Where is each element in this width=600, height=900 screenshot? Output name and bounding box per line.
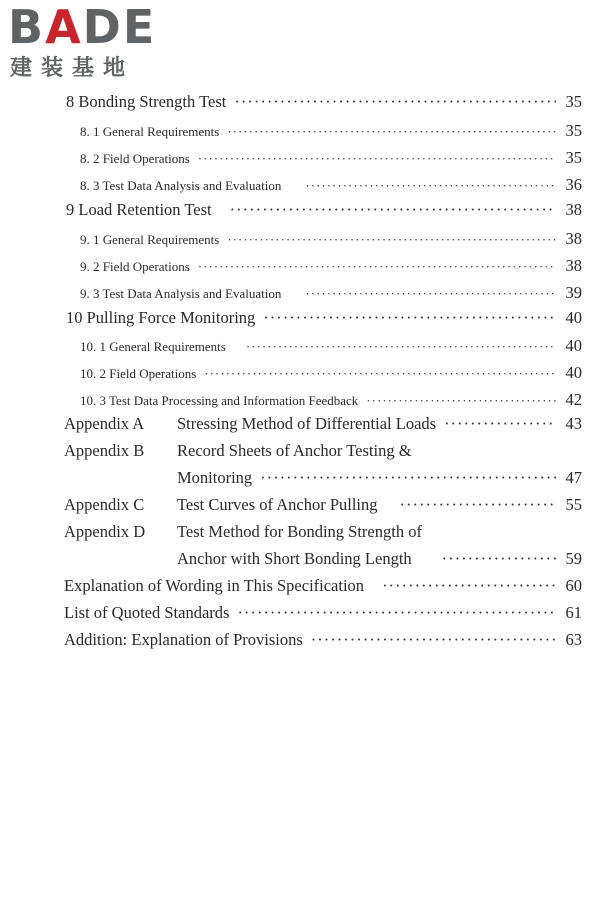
toc-entry-explanation-of-provisions[interactable] [64, 630, 582, 650]
appendix-title-continued: Monitoring [177, 468, 253, 487]
leader-dots [204, 366, 556, 382]
toc-entry-explanation-of-wording[interactable] [64, 576, 582, 596]
leader-dots [198, 151, 556, 167]
appendix-title: Record Sheets of Anchor Testing & [177, 441, 412, 460]
toc-page-number: 47 [565, 468, 582, 487]
appendix-code: Appendix A [64, 414, 145, 433]
toc-entry-section-10-2[interactable] [80, 363, 582, 383]
toc-entry-chapter-8[interactable] [66, 92, 582, 112]
leader-dots [263, 308, 556, 328]
toc-entry-quoted-standards[interactable] [64, 603, 582, 623]
toc-entry-label: 10 Pulling Force Monitoring [66, 308, 256, 327]
toc-entry-label: 8. 3 Test Data Analysis and Evaluation [80, 178, 282, 193]
toc-page-number: 43 [565, 414, 582, 433]
leader-dots [442, 549, 556, 569]
toc-entry-label: 9 Load Retention Test [66, 200, 212, 219]
leader-dots [305, 286, 556, 302]
toc-entry-label [64, 414, 436, 434]
leader-dots [444, 414, 556, 434]
toc-entry-label: 9. 1 General Requirements [80, 232, 220, 247]
leader-dots [305, 178, 556, 194]
leader-dots [230, 200, 556, 220]
toc-entry-label: 9. 2 Field Operations [80, 259, 190, 274]
leader-dots [246, 339, 556, 355]
leader-dots [234, 92, 556, 112]
toc-entry-appendix-c[interactable] [64, 495, 582, 515]
leader-dots [366, 393, 556, 409]
leader-dots [400, 495, 557, 515]
toc-page-number: 39 [565, 283, 582, 302]
logo-subtitle: 建装基地 [10, 56, 135, 81]
toc-entry-appendix-b[interactable] [64, 441, 582, 461]
toc-entry-appendix-a[interactable] [64, 414, 582, 434]
toc-entry-label: List of Quoted Standards [64, 603, 230, 622]
appendix-code: Appendix C [64, 495, 145, 514]
toc-entry-section-9-1[interactable] [80, 229, 582, 249]
toc-page-number: 55 [565, 495, 582, 514]
appendix-title: Test Curves of Anchor Pulling [177, 495, 378, 514]
toc-page-number: 35 [565, 121, 582, 140]
toc-page-number: 35 [565, 92, 582, 111]
toc-page-number: 63 [565, 630, 582, 649]
toc-entry-appendix-b-continued[interactable] [177, 468, 582, 488]
toc-page-number: 38 [565, 256, 582, 275]
toc-entry-section-10-3[interactable] [80, 390, 582, 410]
toc-entry-chapter-10[interactable] [66, 308, 582, 328]
toc-page-number: 35 [565, 148, 582, 167]
toc-entry-chapter-9[interactable] [66, 200, 582, 220]
toc-page-number: 60 [565, 576, 582, 595]
leader-dots [311, 630, 556, 650]
toc-entry-label: 10. 1 General Requirements [80, 339, 226, 354]
appendix-title: Stressing Method of Differential Loads [177, 414, 437, 433]
logo-wordmark: BADE [8, 0, 157, 54]
leader-dots [260, 468, 556, 488]
toc-entry-appendix-d-continued[interactable] [177, 549, 582, 569]
toc-entry-label [64, 495, 378, 515]
toc-entry-label: Addition: Explanation of Provisions [64, 630, 303, 649]
appendix-title: Test Method for Bonding Strength of [177, 522, 422, 541]
toc-entry-label: 9. 3 Test Data Analysis and Evaluation [80, 286, 282, 301]
leader-dots [237, 603, 556, 623]
toc-entry-appendix-d[interactable] [64, 522, 582, 542]
appendix-title-continued: Anchor with Short Bonding Length [177, 549, 412, 568]
appendix-code: Appendix B [64, 441, 145, 460]
toc-page-number: 61 [565, 603, 582, 622]
toc-entry-label: 8. 2 Field Operations [80, 151, 190, 166]
leader-dots [382, 576, 556, 596]
toc-entry-label: 10. 2 Field Operations [80, 366, 197, 381]
leader-dots [227, 124, 556, 140]
toc-entry-label [64, 441, 412, 461]
toc-entry-section-10-1[interactable] [80, 336, 582, 356]
toc-entry-section-9-2[interactable] [80, 256, 582, 276]
toc-entry-section-8-3[interactable] [80, 175, 582, 195]
toc-page-number: 38 [565, 200, 582, 219]
leader-dots [198, 259, 556, 275]
leader-dots [227, 232, 556, 248]
toc-page-number: 59 [565, 549, 582, 568]
toc-entry-section-8-1[interactable] [80, 121, 582, 141]
toc-page-number: 38 [565, 229, 582, 248]
toc-entry-section-8-2[interactable] [80, 148, 582, 168]
toc-page-number: 40 [565, 308, 582, 327]
appendix-code: Appendix D [64, 522, 146, 541]
toc-entry-section-9-3[interactable] [80, 283, 582, 303]
toc-entry-label: 8 Bonding Strength Test [66, 92, 227, 111]
toc-entry-label: 8. 1 General Requirements [80, 124, 220, 139]
toc-page-number: 40 [565, 336, 582, 355]
toc-entry-label: 10. 3 Test Data Processing and Information Feedback [80, 393, 359, 408]
toc-page-number: 40 [565, 363, 582, 382]
toc-page-number: 42 [565, 390, 582, 409]
toc-entry-label [64, 522, 422, 542]
toc-page-number: 36 [565, 175, 582, 194]
toc-entry-label: Explanation of Wording in This Specification [64, 576, 365, 595]
